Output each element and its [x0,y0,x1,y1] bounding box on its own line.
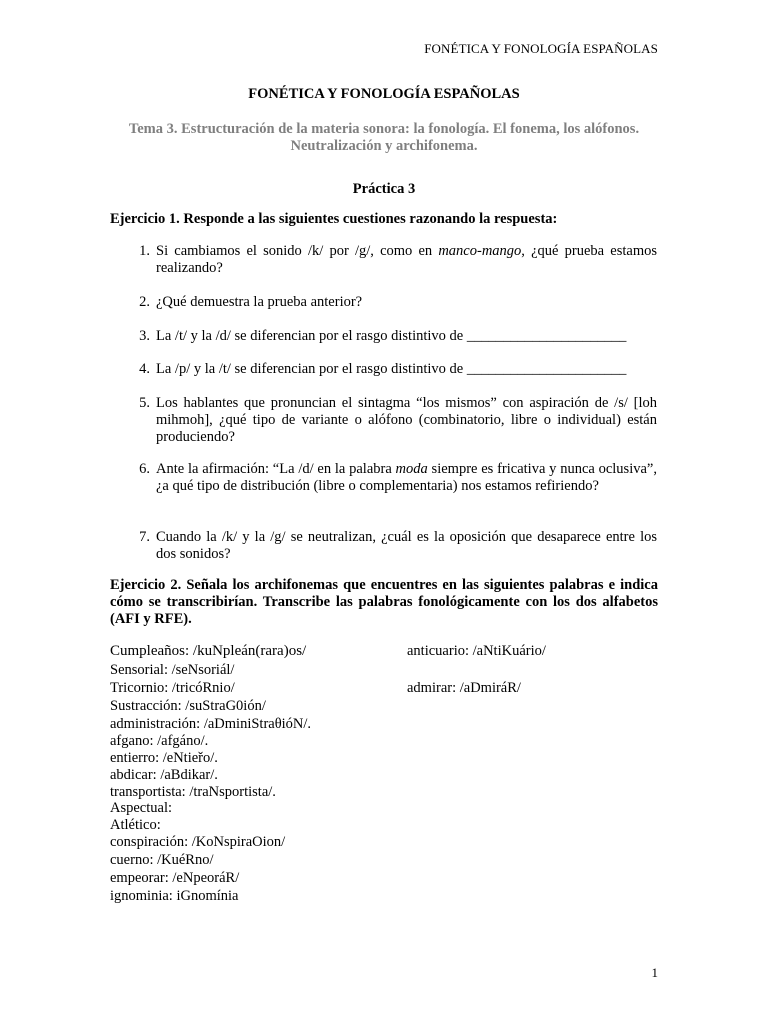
word-entry: conspiración: /KoNspiraOion/ [110,834,286,850]
question-number: 7. [139,529,150,545]
word-entry: Cumpleaños: /kuNpleán(rara)os/ [110,643,307,659]
question-text: La /p/ y la /t/ se diferencian por el rasgo distintivo de ______________________ [156,361,627,377]
question-text: Ante la afirmación: “La /d/ en la palabra moda siempre es fricativa y nunca oclusiva”, ¿a qué tipo de distribución (libre o complementaria) nos estamos refiriendo? [156,461,657,494]
practice-title: Práctica 3 [352,181,416,197]
topic-line-2: Neutralización y archifonema. [290,138,478,154]
question-text: ¿Qué demuestra la prueba anterior? [156,294,363,310]
exercise-1-heading: Ejercicio 1. Responde a las siguientes cuestiones razonando la respuesta: [110,211,558,227]
question-number: 2. [139,294,150,310]
word-entry: transportista: /traNsportista/. [110,784,276,800]
question-text: Cuando la /k/ y la /g/ se neutralizan, ¿cuál es la oposición que desaparece entre los dos sonidos? [156,529,657,562]
word-entry: afgano: /afgáno/. [110,733,209,749]
running-header: FONÉTICA Y FONOLOGÍA ESPAÑOLAS [424,41,658,56]
question-number: 1. [139,243,150,259]
word-entry: administración: /aDminiStraθióN/. [110,716,312,732]
question-text: La /t/ y la /d/ se diferencian por el rasgo distintivo de ______________________ [156,328,627,344]
word-entry: abdicar: /aBdikar/. [110,767,218,783]
word-entry-right: admirar: /aDmiráR/ [407,680,521,696]
question-text: Los hablantes que pronuncian el sintagma “los mismos” con aspiración de /s/ [loh mihmoh], ¿qué tipo de variante o alófono (combinatorio, libre o individual) están produciendo? [156,395,657,445]
exercise-2-heading: Ejercicio 2. Señala los archifonemas que encuentres en las siguientes palabras e indica cómo se transcribirían. Transcribe las palabras fonológicamente con los dos alfabetos (AFI y RFE). [110,577,658,627]
word-entry: cuerno: /KuéRno/ [110,852,214,868]
topic-line-1: Tema 3. Estructuración de la materia sonora: la fonología. El fonema, los alófonos. [128,121,640,137]
word-entry: entierro: /eNtieřo/. [110,750,218,766]
page-number: 1 [651,965,658,980]
question-number: 3. [139,328,150,344]
document-title: FONÉTICA Y FONOLOGÍA ESPAÑOLAS [248,86,520,102]
question-number: 5. [139,395,150,411]
question-text: Si cambiamos el sonido /k/ por /g/, como en manco-mango, ¿qué prueba estamos realizando? [156,243,657,276]
word-entry: Sensorial: /seNsoriál/ [110,662,235,678]
italic-term: manco-mango [438,243,522,259]
word-entry: Sustracción: /suStraG0ión/ [110,698,266,714]
italic-term: moda [395,461,428,477]
word-entry: Tricornio: /tricóRnio/ [110,680,235,696]
question-number: 6. [139,461,150,477]
word-entry-right: anticuario: /aNtiKuário/ [407,643,546,659]
word-entry: empeorar: /eNpeoráR/ [110,870,240,886]
word-entry: Aspectual: [110,800,173,816]
word-entry: ignominia: iGnomínia [110,888,239,904]
topic-subtitle [105,121,663,155]
word-entry: Atlético: [110,817,161,833]
question-number: 4. [139,361,150,377]
